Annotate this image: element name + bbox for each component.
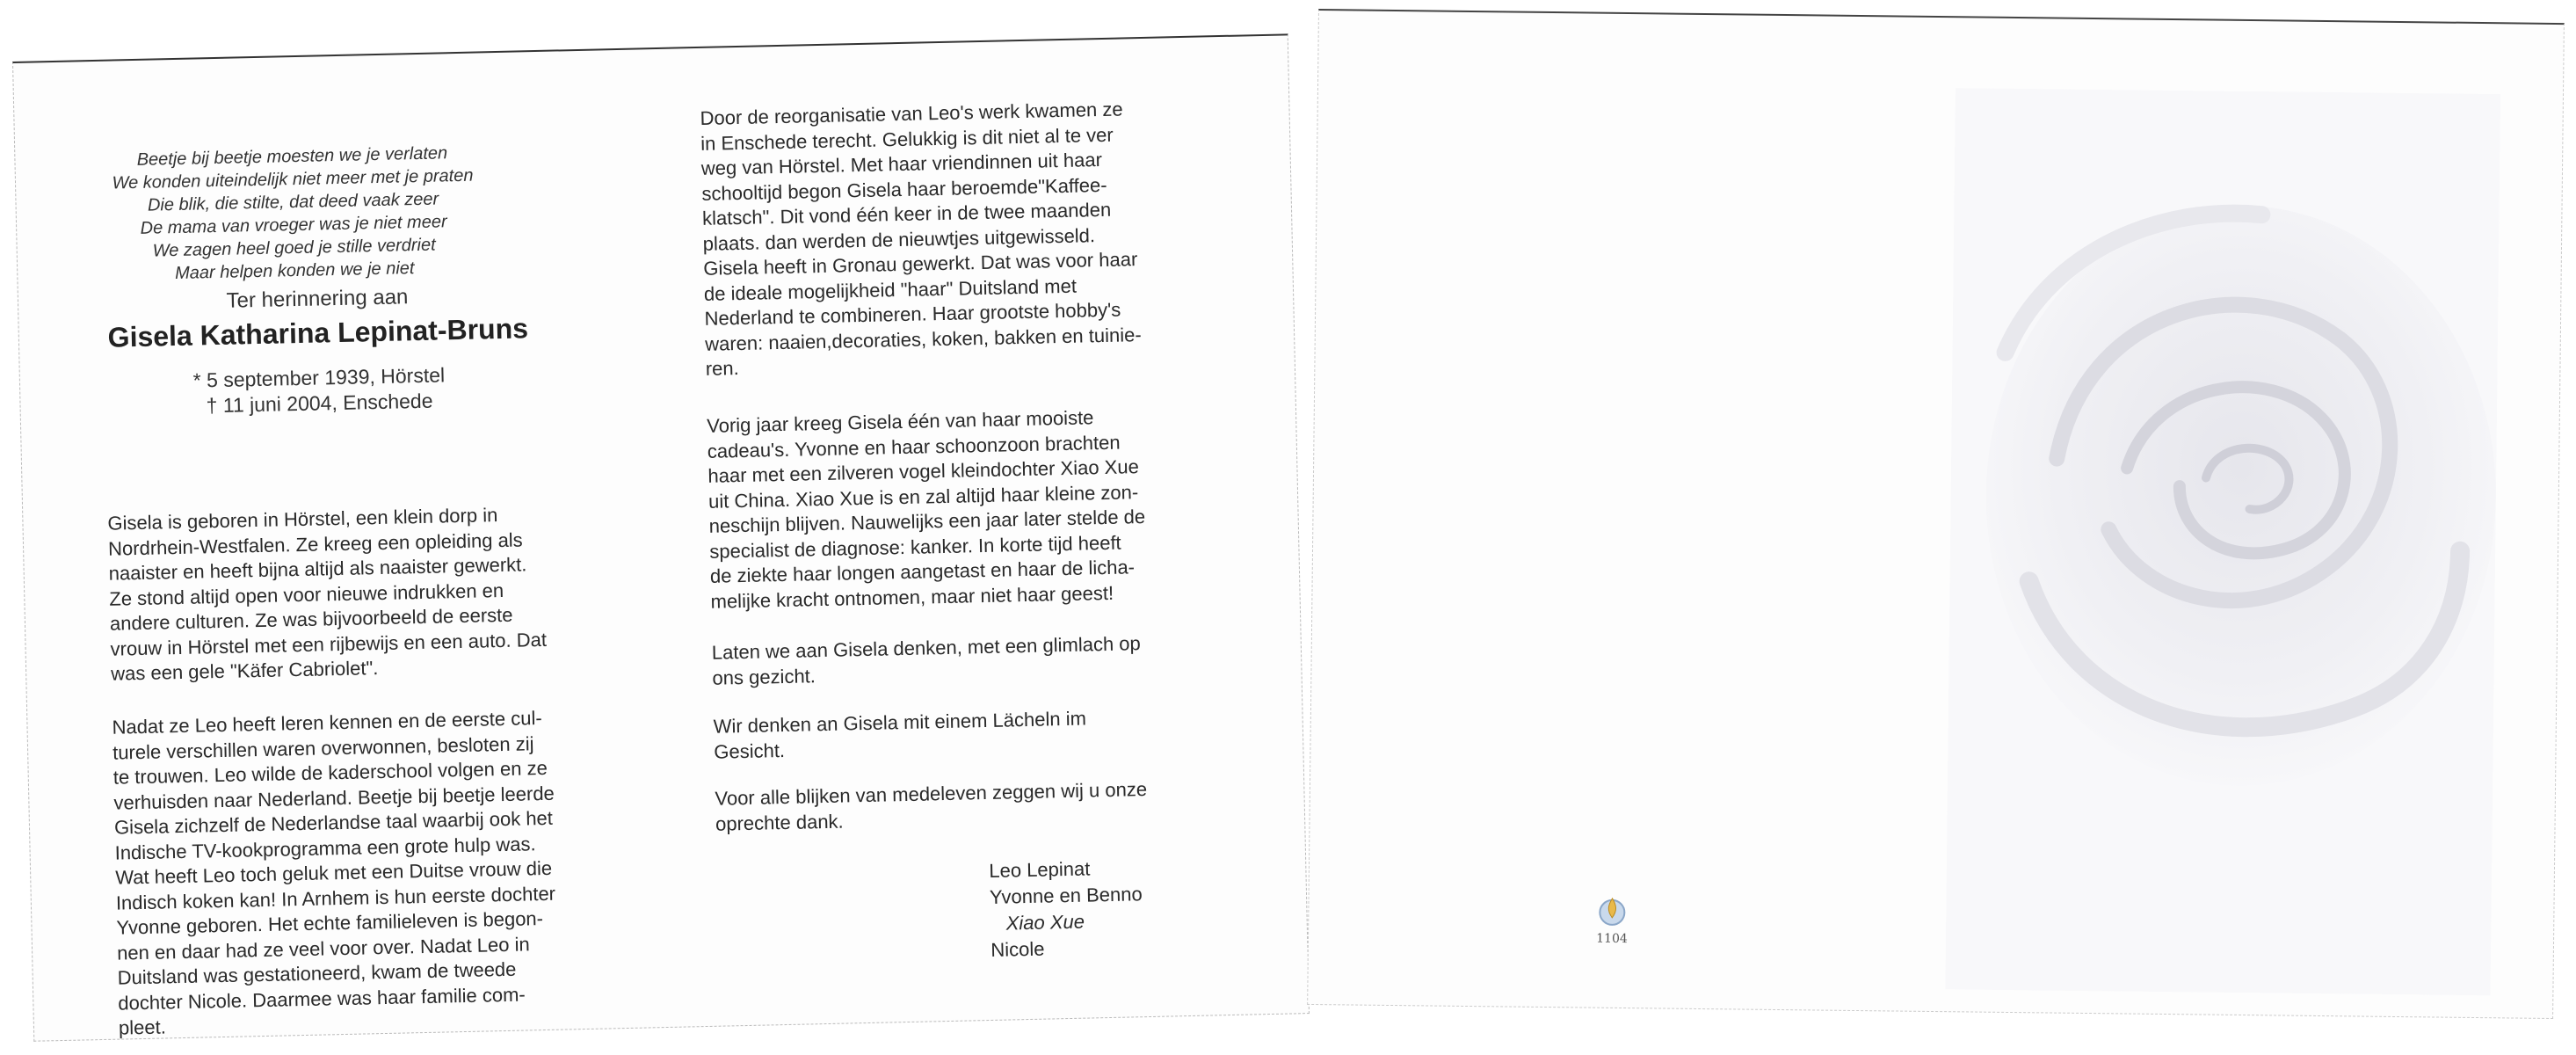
biography-paragraph-4 [707, 403, 1216, 614]
rose-illustration [1945, 88, 2500, 995]
card-inner-left-page [12, 33, 1310, 1041]
text-line: Nordrhein-Westfalen. Ze kreeg een opleiding als [107, 528, 523, 560]
text-line: vrouw in Hörstel met een rijbewijs en een auto. Dat [110, 628, 548, 660]
faded-rose-image [1945, 88, 2500, 995]
text-line: turele verschillen waren overwonnen, besloten zij [112, 731, 534, 764]
seal-code: 1104 [1596, 931, 1628, 947]
text-line: naaister en heeft bijna altijd als naaister gewerkt. [108, 553, 527, 585]
closing-paragraph-german [713, 703, 1219, 765]
text-line: Voor alle blijken van medeleven zeggen wij u onze [715, 778, 1148, 810]
signature-line: Yvonne en Benno [989, 883, 1143, 908]
text-line: haar met een zilveren vogel kleindochter Xiao Xue [707, 455, 1140, 487]
text-line: Gesicht. [714, 738, 786, 763]
biography-paragraph-2 [112, 704, 615, 1041]
text-line: pleet. [118, 1015, 167, 1039]
candle-flame-seal-icon [1597, 893, 1627, 928]
biography-paragraph-3 [700, 95, 1211, 382]
text-line: Laten we aan Gisela denken, met een glimlach op [711, 632, 1141, 664]
text-line: uit China. Xiao Xue is en zal altijd haar kleine zon- [707, 480, 1139, 513]
text-line: de ziekte haar longen aangetast en haar de licha- [709, 556, 1136, 587]
text-line: specialist de diagnose: kanker. In korte tijd heeft [709, 531, 1121, 563]
family-signatures [989, 855, 1143, 964]
signature-line: Xiao Xue [1005, 910, 1085, 935]
text-line: de ideale mogelijkheid "haar" Duitsland met [703, 274, 1078, 305]
text-line: ons gezicht. [712, 664, 816, 689]
text-line: Duitsland was gestationeerd, kwam de tweede [117, 957, 517, 989]
text-line: Yvonne geboren. Het echte familieleven is begon- [116, 907, 544, 939]
text-line: Gisela is geboren in Hörstel, een klein dorp in [107, 504, 498, 535]
text-line: cadeau's. Yvonne en haar schoonzoon brachten [707, 431, 1121, 462]
text-line: weg van Hörstel. Met haar vriendinnen uit haar [700, 148, 1103, 179]
poem-line: We konden uiteindelijk niet meer met je praten [112, 165, 474, 193]
text-line: was een gele "Käfer Cabriolet". [110, 657, 379, 685]
poem-line: We zagen heel goed je stille verdriet [152, 235, 436, 261]
text-line: plaats. dan werden de nieuwtjes uitgewisseld. [702, 223, 1096, 255]
text-line: Wir denken an Gisela mit einem Lächeln im [713, 707, 1087, 738]
text-line: klatsch". Dit vond één keer in de twee maanden [701, 198, 1112, 229]
signature-line: Nicole [990, 937, 1045, 961]
text-line: waren: naaien,decoraties, koken, bakken en tuinie- [704, 323, 1142, 355]
funeral-home-seal [1586, 893, 1639, 947]
text-line: neschijn blijven. Nauwelijks een jaar later stelde de [708, 506, 1146, 537]
text-line: Door de reorganisatie van Leo's werk kwamen ze [700, 98, 1123, 129]
birth-date: * 5 september 1939, Hörstel [192, 363, 446, 392]
text-line: Gisela heeft in Gronau gewerkt. Dat was voor haar [703, 248, 1138, 280]
closing-paragraph-dutch [712, 629, 1218, 691]
text-line: Wat heeft Leo toch geluk met een Duitse vrouw die [115, 856, 553, 889]
deceased-name: Gisela Katharina Lepinat-Bruns [107, 312, 529, 353]
thanks-paragraph [715, 775, 1221, 837]
biography-paragraph-1 [107, 500, 607, 687]
text-line: Vorig jaar kreeg Gisela één van haar mooiste [706, 406, 1094, 437]
memorial-intro: Ter herinnering aan [226, 285, 409, 313]
poem-line: Beetje bij beetje moesten we je verlaten [136, 143, 448, 170]
card-back-page [1307, 9, 2565, 1019]
text-line: te trouwen. Leo wilde de kaderschool volgen en ze [112, 756, 548, 789]
poem-line: Maar helpen konden we je niet [174, 258, 415, 284]
text-line: Indische TV-kookprogramma een grote hulp was. [114, 832, 536, 864]
text-line: schooltijd begon Gisela haar beroemde"Kaffee- [701, 173, 1107, 205]
text-line: Indisch koken kan! In Arnhem is hun eerste dochter [115, 882, 556, 914]
text-line: Nadat ze Leo heeft leren kennen en de eerste cul- [112, 707, 542, 738]
text-line: melijke kracht ontnomen, maar niet haar geest! [710, 581, 1114, 613]
text-line: ren. [705, 357, 739, 380]
text-line: Ze stond altijd open voor nieuwe indrukken en [109, 578, 504, 610]
text-line: oprechte dank. [715, 810, 844, 835]
memorial-poem [107, 142, 479, 287]
death-date: † 11 juni 2004, Enschede [206, 389, 433, 418]
text-line: andere culturen. Ze was bijvoorbeeld de eerste [109, 603, 513, 635]
text-line: Nederland te combineren. Haar grootste hobby's [704, 298, 1121, 330]
signature-line: Leo Lepinat [989, 857, 1091, 882]
text-line: verhuisden naar Nederland. Beetje bij beetje leerde [113, 782, 555, 814]
life-dates [73, 360, 566, 421]
poem-line: Die blik, die stilte, dat deed vaak zeer [147, 189, 439, 215]
text-line: nen en daar had ze veel voor over. Nadat Leo in [116, 932, 530, 964]
text-line: dochter Nicole. Daarmee was haar familie com- [118, 983, 526, 1015]
poem-line: De mama van vroeger was je niet meer [140, 212, 447, 238]
memorial-heading [71, 281, 566, 421]
text-line: in Enschede terecht. Gelukkig is dit niet al te ver [700, 123, 1114, 155]
text-line: Gisela zichzelf de Nederlandse taal waarbij ook het [113, 806, 554, 839]
